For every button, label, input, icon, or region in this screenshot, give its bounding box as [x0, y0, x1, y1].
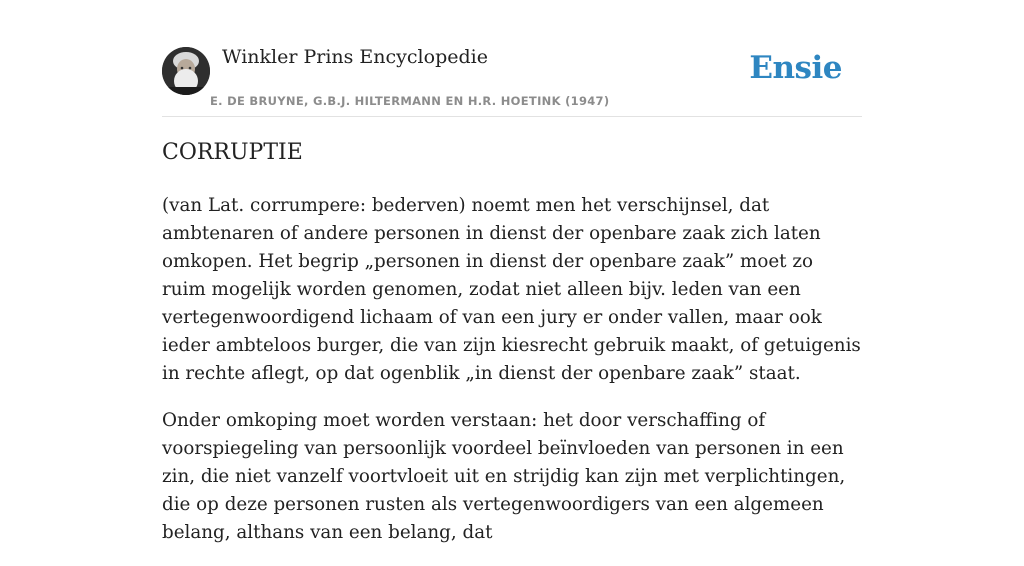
- author-portrait-icon: [162, 47, 210, 95]
- site-header: [162, 46, 862, 117]
- entry-title: CORRUPTIE: [162, 140, 303, 165]
- entry-paragraph: Onder omkoping moet worden verstaan: het door verschaffing of voorspiegeling van persoonlijk voordeel beïnvloeden van personen in een zin, die niet vanzelf voortvloeit uit en strijdig kan zijn met verplichtingen, die op deze personen rusten als vertegenwoordigers van een algemeen belang, althans van een belang, dat: [162, 410, 846, 543]
- brand-logo[interactable]: Ensie: [749, 50, 842, 86]
- entry-paragraph: (van Lat. corrumpere: bederven) noemt men het verschijnsel, dat ambtenaren of andere personen in dienst der openbare zaak zich laten omkopen. Het begrip „personen in dienst der openbare zaak” moet zo ruim mogelijk worden genomen, zodat niet alleen bijv. leden van een vertegenwoordigend lichaam of van een jury er onder vallen, maar ook ieder ambteloos burger, die van zijn kiesrecht gebruik maakt, of getuigenis in rechte aflegt, op dat ogenblik „in dienst der openbare zaak” staat.: [162, 195, 861, 384]
- entry-body: [162, 192, 862, 566]
- site-title[interactable]: Winkler Prins Encyclopedie: [222, 46, 488, 68]
- authors-byline: E. DE BRUYNE, G.B.J. HILTERMANN EN H.R. HOETINK (1947): [210, 94, 610, 108]
